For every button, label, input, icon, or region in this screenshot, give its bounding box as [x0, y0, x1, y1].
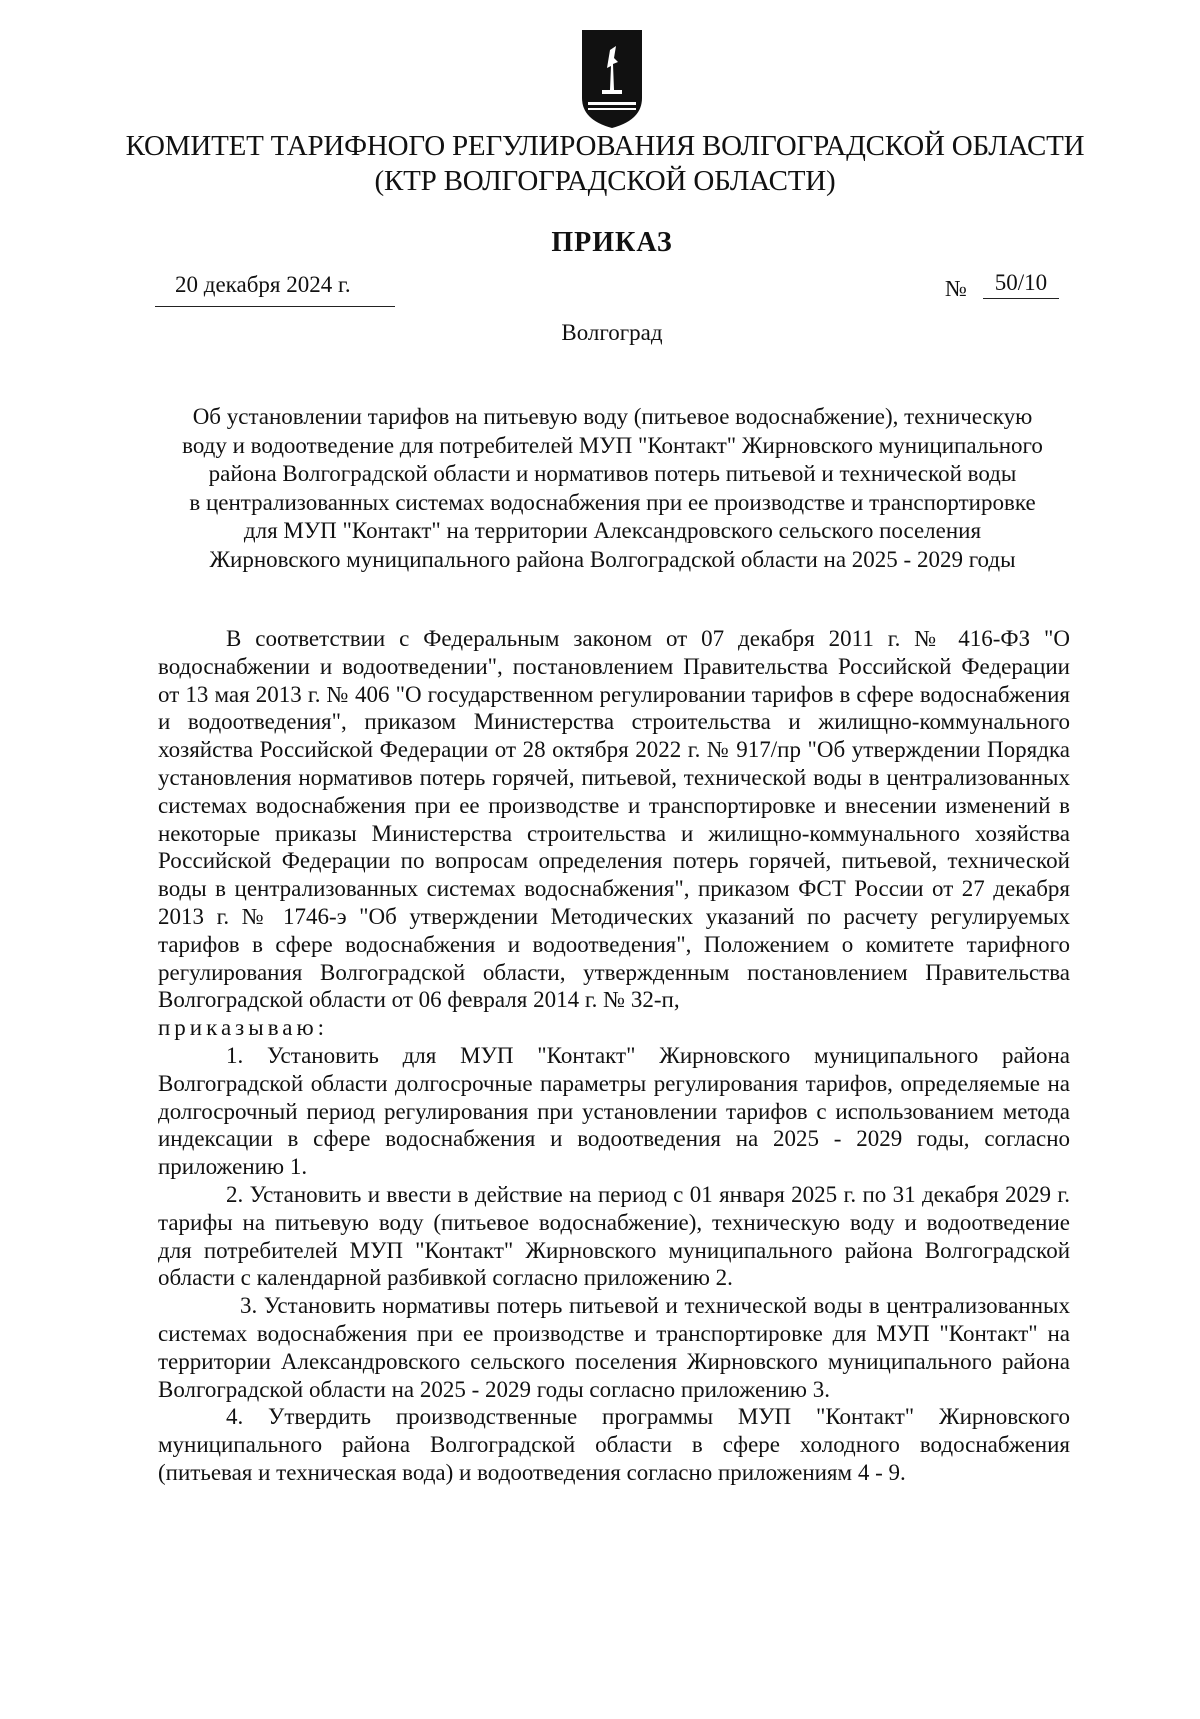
subject-line: Жирновского муниципального района Волгоградской области на 2025 - 2029 годы: [209, 546, 1016, 572]
document-date-field: [155, 270, 395, 307]
subject-line: Об установлении тарифов на питьевую воду (питьевое водоснабжение), техническую: [192, 404, 1033, 429]
order-item: 2. Установить и ввести в действие на период с 01 января 2025 г. по 31 декабря 2029 г. тарифы на питьевую воду (питьевое водоснабжение), техническую воду и водоотведение для потребителей МУП "Контакт" Жирновского муниципального района Волгоградской области с календарной разбивкой согласно приложению 2.: [158, 1181, 1070, 1291]
coat-of-arms-icon: [580, 28, 644, 130]
order-item: 1. Установить для МУП "Контакт" Жирновского муниципального района Волгоградской области долгосрочные параметры регулирования тарифов, определяемые на долгосрочный период регулирования при установлении тарифов с использованием метода индексации в сфере водоснабжения и водоотведения на 2025 - 2029 годы, согласно приложению 1.: [158, 1042, 1070, 1180]
document-number: 50/10: [983, 268, 1059, 299]
order-word: приказываю:: [158, 1015, 329, 1041]
document-body: [158, 625, 1070, 1487]
organization-name: КОМИТЕТ ТАРИФНОГО РЕГУЛИРОВАНИЯ ВОЛГОГРАДСКОЙ ОБЛАСТИ: [125, 130, 1085, 162]
subject-line: для МУП "Контакт" на территории Александровского сельского поселения: [243, 518, 982, 543]
order-item: 4. Утвердить производственные программы МУП "Контакт" Жирновского муниципального района Волгоградской области в сфере холодного водоснабжения (питьевая и техническая вода) и водоотведения согласно приложениям 4 - 9.: [158, 1404, 1070, 1485]
document-type-title: ПРИКАЗ: [551, 227, 673, 258]
document-city: Волгоград: [561, 320, 663, 345]
number-sign: №: [945, 276, 967, 301]
order-item: 3. Установить нормативы потерь питьевой и технической воды в централизованных системах водоснабжения при ее производстве и транспортировке для МУП "Контакт" на территории Александровского сельского поселения Жирновского муниципального района Волгоградской области на 2025 - 2029 годы согласно приложению 3.: [158, 1293, 1070, 1402]
document-date: 20 декабря 2024 г.: [175, 272, 351, 297]
subject-line: района Волгоградской области и нормативов потерь питьевой и технической воды: [208, 461, 1017, 486]
preamble-paragraph: В соответствии с Федеральным законом от 07 декабря 2011 г. № 416-ФЗ "О водоснабжении и водоотведении", постановлением Правительства Российской Федерации от 13 мая 2013 г. № 406 "О государственном регулировании тарифов в сфере водоснабжения и водоотведения", приказом Министерства строительства и жилищно-коммунального хозяйства Российской Федерации от 28 октября 2022 г. № 917/пр "Об утверждении Порядка установления нормативов потерь горячей, питьевой, технической воды в централизованных системах водоснабжения при ее производстве и транспортировке и внесении изменений в некоторые приказы Министерства строительства и жилищно-коммунального хозяйства Российской Федерации по вопросам определения потерь горячей, питьевой, технической воды в централизованных системах водоснабжения", приказом ФСТ России от 27 декабря 2013 г. № 1746-э "Об утверждении Методических указаний по расчету регулируемых тарифов в сфере водоснабжения и водоотведения", Положением о комитете тарифного регулирования Волгоградской области, утвержденным постановлением Правительства Волгоградской области от 06 февраля 2014 г. № 32-п,: [158, 626, 1070, 1013]
subject-line: в централизованных системах водоснабжения при ее производстве и транспортировке: [189, 489, 1036, 515]
subject-line: воду и водоотведение для потребителей МУП "Контакт" Жирновского муниципального: [182, 432, 1043, 458]
date-underline: [155, 300, 395, 307]
organization-abbreviation: (КТР ВОЛГОГРАДСКОЙ ОБЛАСТИ): [374, 165, 836, 197]
document-subject: [140, 403, 1085, 574]
